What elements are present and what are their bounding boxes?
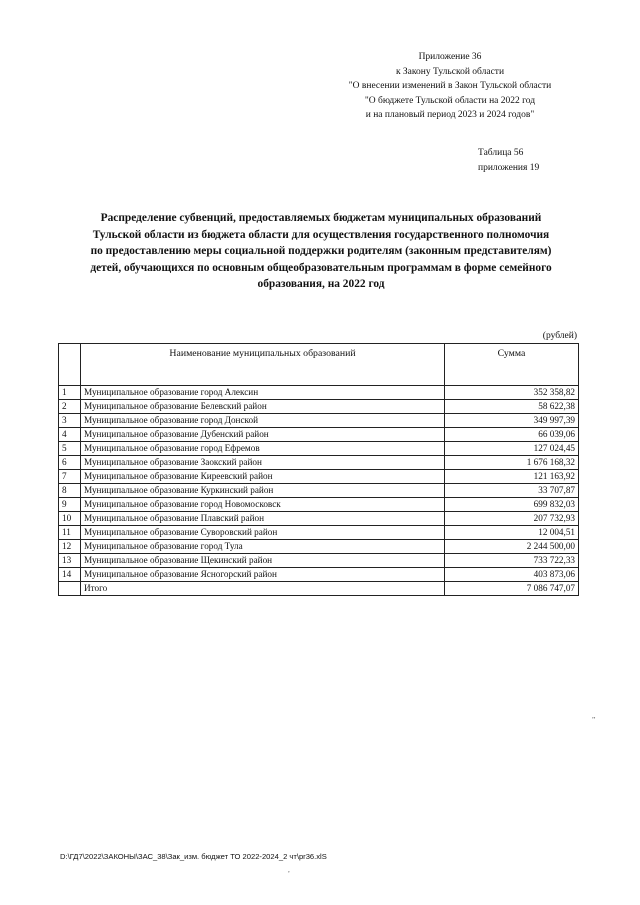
row-name: Муниципальное образование Дубенский район [81,428,445,442]
row-num: 9 [59,498,81,512]
table-reference [478,146,539,175]
row-name: Муниципальное образование Заокский район [81,456,445,470]
row-sum: 352 358,82 [445,386,579,400]
row-name: Муниципальное образование Куркинский район [81,484,445,498]
row-sum: 349 997,39 [445,414,579,428]
row-num: 1 [59,386,81,400]
table-row [59,456,579,470]
row-num: 5 [59,442,81,456]
row-num: 6 [59,456,81,470]
row-sum: 66 039,06 [445,428,579,442]
table-row [59,386,579,400]
row-sum: 127 024,45 [445,442,579,456]
row-name: Муниципальное образование город Ефремов [81,442,445,456]
row-num: 13 [59,554,81,568]
table-row [59,414,579,428]
row-sum: 2 244 500,00 [445,540,579,554]
title-line: Тульской области из бюджета области для осуществления государственного полномочия [92,228,550,241]
scan-mark: , [288,866,290,874]
row-name: Муниципальное образование Белевский район [81,400,445,414]
table-row [59,568,579,582]
row-num: 14 [59,568,81,582]
table-row [59,498,579,512]
row-sum: 1 676 168,32 [445,456,579,470]
title-line: детей, обучающихся по основным общеобразовательным программам в форме семейного [90,261,552,274]
appendix-line: "О внесении изменений в Закон Тульской области [348,81,552,91]
total-label: Итого [81,582,445,596]
row-name: Муниципальное образование город Тула [81,540,445,554]
row-sum: 58 622,38 [445,400,579,414]
row-sum: 699 832,03 [445,498,579,512]
row-num: 2 [59,400,81,414]
row-num: 4 [59,428,81,442]
header-num [59,344,81,386]
row-num: 11 [59,526,81,540]
file-path-footer: D:\ГД7\2022\ЗАКОНЫ\ЗАС_38\Зак_изм. бюджет ТО 2022-2024_2 чт\pr36.xlS [60,852,327,861]
table-row [59,540,579,554]
row-num: 12 [59,540,81,554]
row-name: Муниципальное образование Щекинский район [81,554,445,568]
row-sum: 733 722,33 [445,554,579,568]
table-row [59,428,579,442]
table-row [59,442,579,456]
table-row [59,554,579,568]
table-row [59,400,579,414]
title-line: Распределение субвенций, предоставляемых бюджетам муниципальных образований [100,212,542,224]
subsidy-table [58,343,579,596]
appendix-line: Приложение 36 [418,52,482,62]
table-row [59,484,579,498]
unit-label: (рублей) [542,331,577,341]
row-num: 10 [59,512,81,526]
row-sum: 207 732,93 [445,512,579,526]
row-num: 7 [59,470,81,484]
row-name: Муниципальное образование Суворовский район [81,526,445,540]
appendix-line: к Закону Тульской области [395,66,505,77]
title-line: образования, на 2022 год [257,278,385,290]
row-sum: 121 163,92 [445,470,579,484]
total-num [59,582,81,596]
row-sum: 33 707,87 [445,484,579,498]
title-line: по предоставлению меры социальной поддержки родителям (законным представителям) [90,245,552,257]
total-row [59,582,579,596]
table-row [59,512,579,526]
scan-mark: ,, [592,712,596,720]
table-ref-line: приложения 19 [478,162,540,173]
row-sum: 403 873,06 [445,568,579,582]
table-ref-line: Таблица 56 [478,148,524,158]
row-name: Муниципальное образование город Алексин [81,386,445,400]
row-name: Муниципальное образование Плавский район [81,512,445,526]
header-name: Наименование муниципальных образований [81,344,445,386]
row-name: Муниципальное образование город Донской [81,414,445,428]
header-sum: Сумма [445,344,579,386]
table-row [59,470,579,484]
row-name: Муниципальное образование Киреевский район [81,470,445,484]
row-sum: 12 004,51 [445,526,579,540]
appendix-line: и на плановый период 2023 и 2024 годов" [365,110,535,120]
total-sum: 7 086 747,07 [445,582,579,596]
row-name: Муниципальное образование Ясногорский район [81,568,445,582]
row-num: 8 [59,484,81,498]
document-title [60,210,582,293]
row-num: 3 [59,414,81,428]
row-name: Муниципальное образование город Новомосковск [81,498,445,512]
table-row [59,526,579,540]
table-header-row [59,344,579,386]
appendix-line: "О бюджете Тульской области на 2022 год [364,95,536,106]
appendix-header [320,50,580,123]
